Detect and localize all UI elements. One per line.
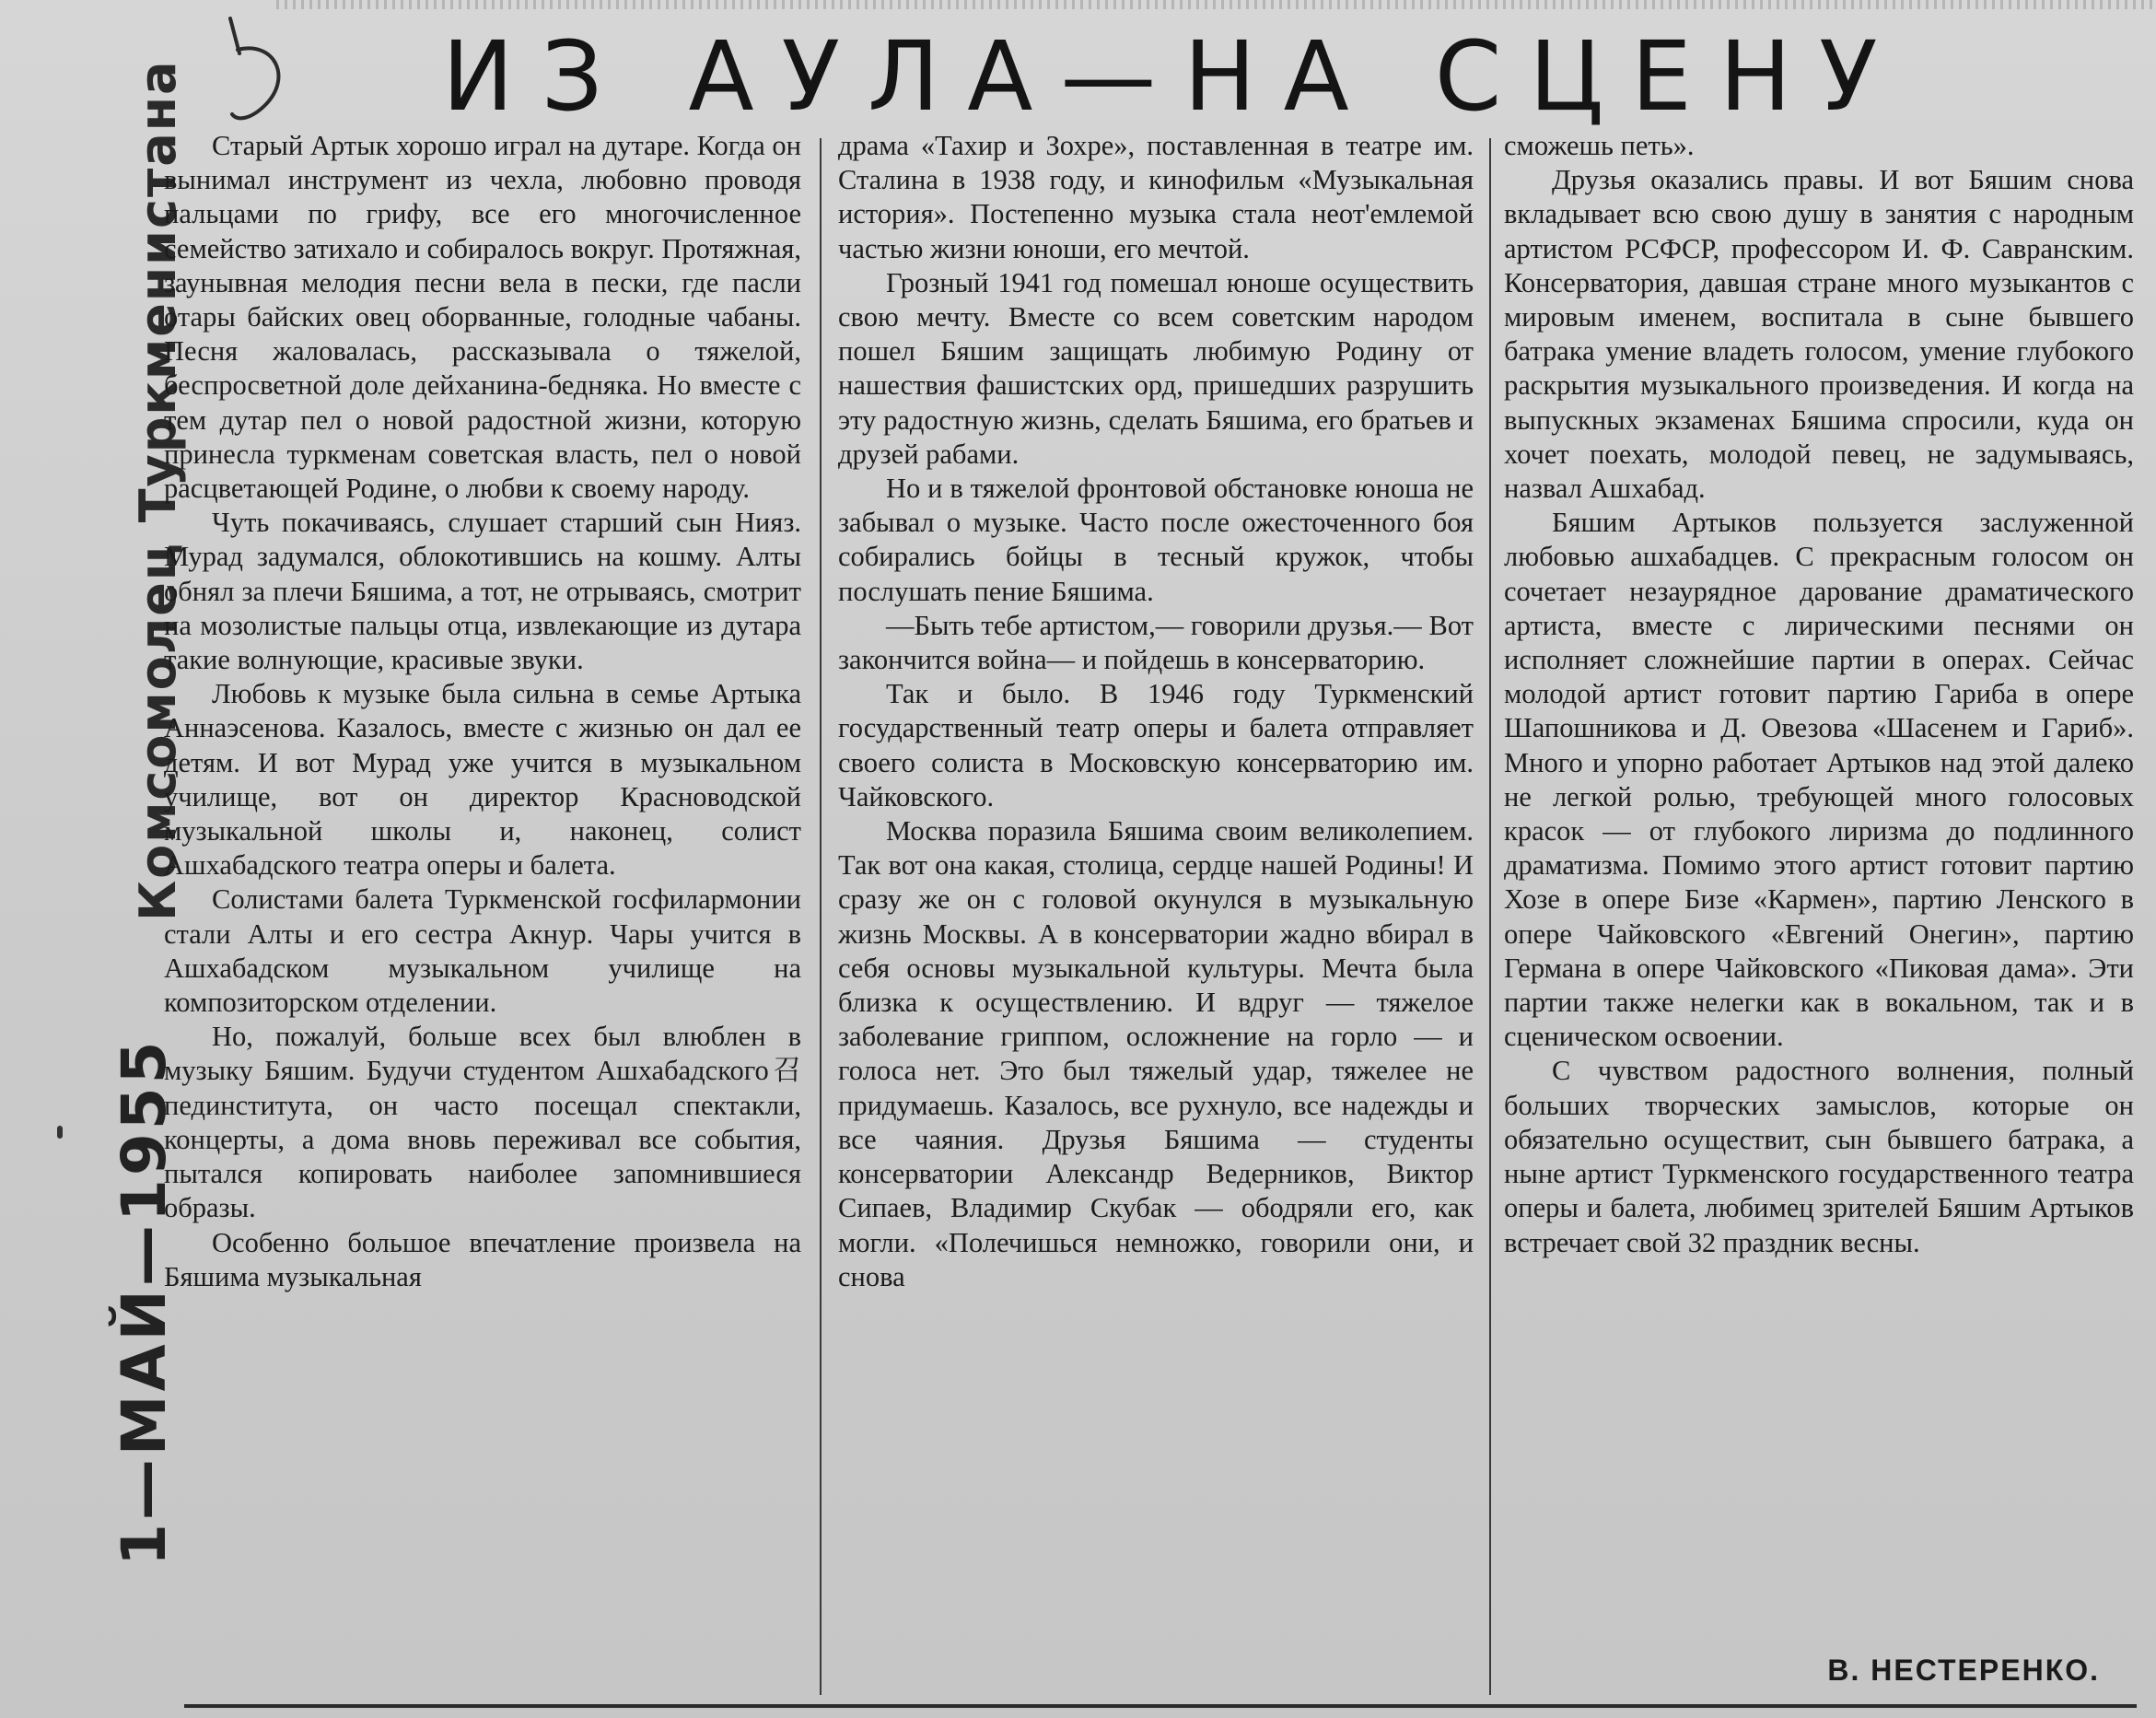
paragraph: Старый Артык хорошо играл на дутаре. Когда он вынимал инструмент из чехла, любовно проводя пальцами по грифу, все его многочисленное семейство затихало и собиралось вокруг. Протяжная, заунывная мелодия песни вела в пески, где пасли отары байских овец оборванные, голодные чабаны. Песня жаловалась, рассказывала о тяжелой, беспросветной доле дейханина-бедняка. Но вместе с тем дутар пел о новой радостной жизни, которую принесла туркменам советская власть, пел о новой расцветающей Родине, о любви к своему народу.: [164, 130, 802, 505]
paragraph: драма «Тахир и Зохре», поставленная в театре им. Сталина в 1938 году, и кинофильм «Музыкальная история». Постепенно музыка стала неот'емлемой частью жизни юноши, его мечтой.: [838, 130, 1474, 264]
date-label: [18, 1037, 180, 1566]
newspaper-name-text: Комсомолец Туркменистана: [129, 59, 187, 921]
ink-mark: [57, 1126, 63, 1139]
author-signature: В. НЕСТЕРЕНКО.: [1827, 1654, 2100, 1687]
article-column-1: [164, 129, 801, 1294]
column-divider-2: [1489, 138, 1491, 1695]
handwritten-mark: [219, 13, 302, 133]
paragraph: Солистами балета Туркменской госфилармонии стали Алты и его сестра Акнур. Чары учится в Ашхабадском музыкальном училище на композиторском отделении.: [164, 883, 801, 1019]
column-divider-1: [820, 138, 822, 1695]
paragraph: Бяшим Артыков пользуется заслуженной любовью ашхабадцев. С прекрасным голосом он сочетает незаурядное дарование драматического артиста, вместе с лирическими песнями он исполняет сложнейшие партии в операх. Сейчас молодой артист готовит партию Гариба в опере Шапошникова и Д. Овезова «Шасенем и Гариб». Много и упорно работает Артыков над этой далеко не легкой ролью, требующей много голосовых красок — от глубокого лиризма до подлинного драматизма. Помимо этого артист готовит партию Хозе в опере Бизе «Кармен», партию Ленского в опере Чайковского «Евгений Онегин», партию Германа в опере Чайковского «Пиковая дама». Эти партии также нелегки как в вокальном, так и в сценическом освоении.: [1504, 507, 2134, 1053]
paragraph: Друзья оказались правы. И вот Бяшим снова вкладывает всю свою душу в занятия с народным артистом РСФСР, профессором И. Ф. Савранским. Консерватория, давшая стране много музыкантов с мировым именем, воспитала в сыне бывшего батрака умение владеть голосом, умение глубокого раскрытия музыкального произведения. И когда на выпускных экзаменах Бяшима спросили, куда он хочет поехать, молодой певец, не задумываясь, назвал Ашхабад.: [1504, 164, 2134, 505]
paragraph: Особенно большое впечатление произвела на Бяшима музыкальная: [164, 1226, 801, 1292]
headline: ИЗ АУЛА—НА СЦЕНУ: [442, 20, 1905, 133]
paragraph: С чувством радостного волнения, полный больших творческих замыслов, которые он обязательно осуществит, сын бывшего батрака, а ныне артист Туркменского государственного театра оперы и балета, любимец зрителей Бяшим Артыков встречает свой 32 праздник весны.: [1504, 1055, 2134, 1258]
newspaper-name-label: [57, 59, 187, 921]
bottom-rule: [184, 1704, 2137, 1708]
paragraph: Так и было. В 1946 году Туркменский государственный театр оперы и балета отправляет своего солиста в Московскую консерваторию им. Чайковского.: [838, 678, 1474, 812]
paragraph: Грозный 1941 год помешал юноше осуществить свою мечту. Вместе со всем советским народом пошел Бяшим защищать любимую Родину от нашествия фашистских орд, пришедших разрушить эту радостную жизнь, сделать Бяшима, его братьев и друзей рабами.: [838, 266, 1474, 470]
paragraph: Но, пожалуй, больше всех был влюблен в музыку Бяшим. Будучи студентом Ашхабадского召 пединститута, он часто посещал спектакли, концерты, а дома вновь переживал все события, пытался копировать наиболее запомнившиеся образы.: [164, 1021, 801, 1224]
paragraph: —Быть тебе артистом,— говорили друзья.— Вот закончится война— и пойдешь в консерваторию.: [838, 609, 1474, 676]
paragraph: Любовь к музыке была сильна в семье Артыка Аннаэсенова. Казалось, вместе с жизнью он дал ее детям. И вот Мурад уже учится в музыкальном училище, вот он директор Красноводской музыкальной школы и, наконец, солист Ашхабадского театра оперы и балета.: [164, 678, 801, 882]
paragraph: Но и в тяжелой фронтовой обстановке юноша не забывал о музыке. Часто после ожесточенного боя собирались бойцы в тесный кружок, чтобы послушать пение Бяшима.: [838, 473, 1474, 607]
paragraph: Москва поразила Бяшима своим великолепием. Так вот она какая, столица, сердце нашей Родины! И сразу же он с головой окунулся в музыкальную жизнь Москвы. А в консерватории жадно вбирал в себя основы музыкальной культуры. Мечта была близка к осуществлению. И вдруг — тяжелое заболевание гриппом, осложнение на горло — и голоса нет. Это был тяжелый удар, тяжелее не придумаешь. Казалось, все рухнуло, все надежды и все чаяния. Друзья Бяшима — студенты консерватории Александр Ведерников, Виктор Сипаев, Владимир Скубак — ободряли его, как могли. «Полечишься немножко, говорили они, и снова: [838, 815, 1474, 1292]
article-column-2: [838, 129, 1474, 1294]
paragraph: Чуть покачиваясь, слушает старший сын Нияз. Мурад задумался, облокотившись на кошму. Алты обнял за плечи Бяшима, а тот, не отрываясь, смотрит на мозолистые пальцы отца, извлекающие из дутара такие волнующие, красивые звуки.: [164, 507, 801, 676]
paragraph: сможешь петь».: [1504, 130, 1695, 161]
article-column-3: [1504, 129, 2134, 1260]
torn-top-edge: [276, 0, 2156, 9]
date-text: 1—МАЙ—1955: [109, 1037, 180, 1566]
